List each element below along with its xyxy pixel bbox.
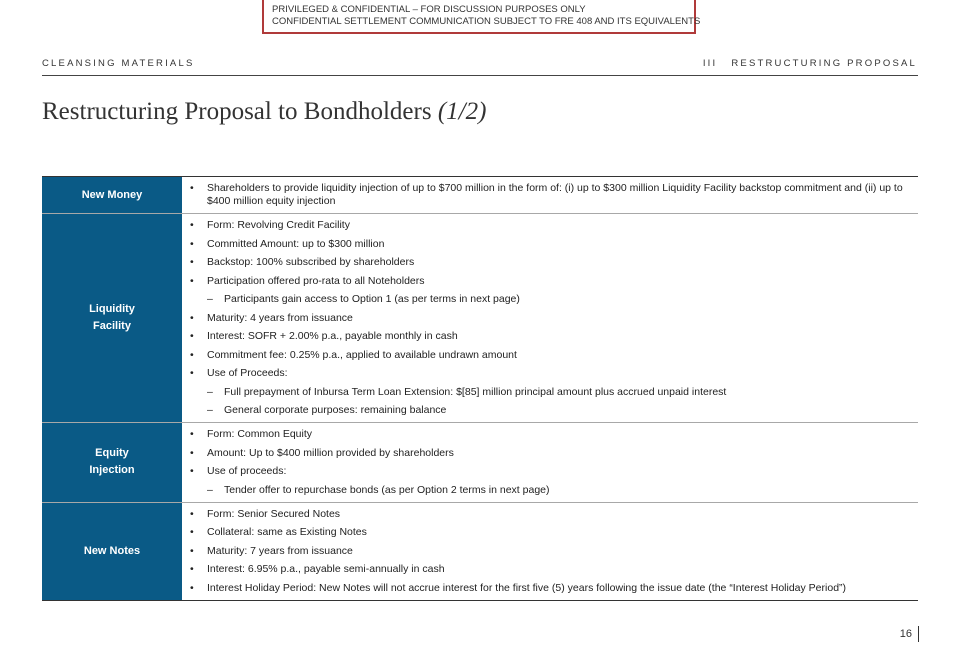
- list-item-text: Maturity: 7 years from issuance: [207, 544, 353, 557]
- list-item-text: Full prepayment of Inbursa Term Loan Extension: $[85] million principal amount plus accrued unpaid interest: [224, 385, 727, 398]
- header-section-number: III: [702, 58, 718, 69]
- list-item: [190, 256, 918, 269]
- list-item: [190, 428, 918, 441]
- list-item: [190, 219, 918, 232]
- sub-list-item: [190, 386, 918, 399]
- sub-list-item: [190, 404, 918, 417]
- list-item-text: Interest Holiday Period: New Notes will not accrue interest for the first five (5) years following the issue date (the “Interest Holiday Period”): [207, 581, 847, 594]
- confidentiality-notice: [262, 0, 701, 34]
- list-item: [190, 238, 918, 251]
- terms-table: [42, 176, 918, 601]
- list-item-text: Commitment fee: 0.25% p.a., applied to available undrawn amount: [207, 348, 517, 361]
- header-section: [703, 58, 917, 69]
- row-label-line: Equity: [95, 447, 129, 460]
- row-label-line: Injection: [89, 464, 135, 477]
- list-item: [190, 330, 918, 343]
- bullet-icon: •: [190, 581, 194, 594]
- list-item-text: Form: Senior Secured Notes: [207, 507, 341, 520]
- list-item-text: Interest: 6.95% p.a., payable semi-annually in cash: [207, 563, 445, 575]
- bullet-icon: •: [190, 219, 194, 231]
- row-label-line: Facility: [93, 320, 131, 332]
- list-item-text: Committed Amount: up to $300 million: [207, 237, 385, 250]
- page-title-main: Restructuring Proposal to Bondholders: [42, 98, 432, 125]
- list-item: [190, 312, 918, 325]
- list-item: [190, 349, 918, 362]
- bullet-icon: •: [190, 330, 194, 342]
- list-item: [190, 367, 918, 380]
- bullet-icon: •: [190, 237, 194, 250]
- table-row: [42, 177, 918, 213]
- row-label: [42, 214, 182, 422]
- row-content: [182, 214, 918, 422]
- table-row: [42, 422, 918, 502]
- dash-icon: –: [207, 293, 213, 305]
- bullet-icon: •: [190, 507, 194, 520]
- list-item-text: Collateral: same as Existing Notes: [207, 526, 367, 538]
- list-item-text: Amount: Up to $400 million provided by shareholders: [207, 446, 454, 459]
- bullet-icon: •: [190, 311, 194, 324]
- page-number: 16: [900, 626, 919, 642]
- dash-icon: –: [207, 385, 213, 398]
- page-title: [42, 98, 486, 126]
- list-item-text: Tender offer to repurchase bonds (as per Option 2 terms in next page): [224, 483, 550, 496]
- header-section-title: RESTRUCTURING PROPOSAL: [731, 58, 917, 69]
- list-item-text: Use of Proceeds:: [207, 367, 288, 379]
- list-item: [190, 447, 918, 460]
- bullet-icon: •: [190, 428, 194, 440]
- list-item: [190, 582, 918, 595]
- bullet-icon: •: [190, 544, 194, 557]
- list-item: [190, 275, 918, 288]
- row-label: [42, 503, 182, 600]
- row-content: [182, 177, 918, 213]
- bullet-icon: •: [190, 182, 194, 194]
- row-label-line: New Money: [81, 188, 143, 201]
- list-item-text: Participation offered pro-rata to all Noteholders: [207, 274, 425, 287]
- row-content: [182, 423, 918, 502]
- row-label-line: New Notes: [83, 544, 141, 557]
- list-item-text: Form: Revolving Credit Facility: [207, 219, 350, 231]
- table-row: [42, 213, 918, 422]
- bullet-icon: •: [190, 256, 194, 268]
- row-label: [42, 423, 182, 502]
- list-item-text: Maturity: 4 years from issuance: [207, 311, 353, 324]
- sub-list-item: [190, 484, 918, 497]
- page-title-sub: (1/2): [437, 98, 487, 125]
- row-content: [182, 503, 918, 600]
- list-item: [190, 526, 918, 539]
- list-item-text: Form: Common Equity: [207, 428, 313, 440]
- confidentiality-line-1: PRIVILEGED & CONFIDENTIAL – FOR DISCUSSION PURPOSES ONLY: [272, 4, 586, 15]
- list-item-text: Shareholders to provide liquidity injection of up to $700 million in the form of: (i) up to $300 million Liquidity Facility backstop commitment and (ii) up to $400 million equity injection: [207, 182, 903, 207]
- list-item: [190, 545, 918, 558]
- list-item: [190, 563, 918, 576]
- row-label-line: Liquidity: [89, 303, 135, 315]
- bullet-icon: •: [190, 446, 194, 459]
- bullet-icon: •: [190, 526, 194, 538]
- dash-icon: –: [207, 404, 213, 416]
- bullet-icon: •: [190, 274, 194, 287]
- bullet-icon: •: [190, 367, 194, 379]
- header-divider: [42, 75, 918, 76]
- list-item: [190, 508, 918, 521]
- header-document-label: CLEANSING MATERIALS: [42, 58, 195, 69]
- sub-list-item: [190, 293, 918, 306]
- list-item-text: Interest: SOFR + 2.00% p.a., payable monthly in cash: [207, 330, 458, 342]
- bullet-icon: •: [190, 465, 194, 477]
- table-row: [42, 502, 918, 600]
- list-item-text: Participants gain access to Option 1 (as per terms in next page): [224, 293, 520, 305]
- confidentiality-line-2: CONFIDENTIAL SETTLEMENT COMMUNICATION SUBJECT TO FRE 408 AND ITS EQUIVALENTS: [272, 16, 701, 27]
- bullet-icon: •: [190, 348, 194, 361]
- list-item-text: Backstop: 100% subscribed by shareholders: [207, 256, 415, 268]
- list-item-text: Use of proceeds:: [207, 465, 287, 477]
- bullet-icon: •: [190, 563, 194, 575]
- list-item-text: General corporate purposes: remaining balance: [224, 404, 447, 416]
- list-item: [190, 182, 918, 208]
- row-label: [42, 177, 182, 213]
- dash-icon: –: [207, 483, 213, 496]
- list-item: [190, 465, 918, 478]
